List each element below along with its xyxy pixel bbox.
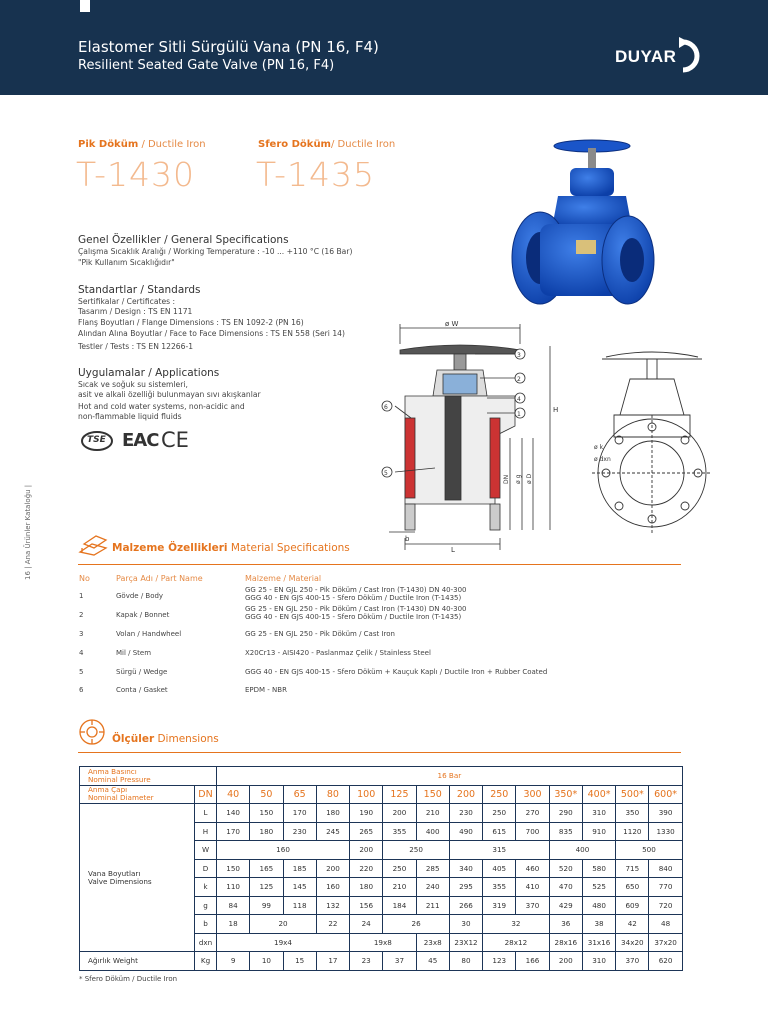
- cell: 310: [582, 804, 615, 823]
- dn-cell: 500*: [616, 785, 649, 804]
- cell: 10: [250, 952, 283, 971]
- material-part: Kapak / Bonnet: [116, 611, 170, 619]
- general-heading: Genel Özellikler / General Specifications: [78, 234, 289, 246]
- cell: 20: [250, 915, 317, 934]
- cell: 28x12: [483, 933, 550, 952]
- cell: 266: [449, 896, 482, 915]
- cell: 700: [516, 822, 549, 841]
- cell: 24: [350, 915, 383, 934]
- material-no: 5: [79, 668, 84, 676]
- table-row-dn: [80, 785, 683, 804]
- standards-line-3: Flanş Boyutları / Flange Dimensions : TS EN 1092-2 (PN 16): [78, 318, 304, 327]
- dn-cell: 400*: [582, 785, 615, 804]
- cell: 200: [316, 859, 349, 878]
- variant-2-mat-en: / Ductile Iron: [330, 139, 396, 150]
- dn-cell: 350*: [549, 785, 582, 804]
- weight-label: Ağırlık Weight: [80, 952, 195, 971]
- cell: 31x16: [582, 933, 615, 952]
- dimensions-heading-en: Dimensions: [157, 733, 219, 745]
- pressure-label-en: Nominal Pressure: [88, 774, 151, 784]
- side-label-text: 16 | Ana Ürünler Kataloğu |: [24, 484, 32, 580]
- row-label-g: g: [195, 896, 217, 915]
- col-part: Parça Adı / Part Name: [116, 574, 203, 583]
- materials-icon: [78, 530, 108, 556]
- material-no: 4: [79, 649, 84, 657]
- dim-label-k: ø k: [594, 444, 604, 451]
- dim-label-g: ø g: [515, 474, 522, 484]
- dn-cell: 125: [383, 785, 416, 804]
- dn-cell: 150: [416, 785, 449, 804]
- cell: 270: [516, 804, 549, 823]
- cell: 23x8: [416, 933, 449, 952]
- title-turkish: Elastomer Sitli Sürgülü Vana (PN 16, F4): [78, 38, 379, 56]
- material-part: Gövde / Body: [116, 592, 164, 600]
- row-label-b: b: [195, 915, 217, 934]
- dimensions-icon: [78, 718, 106, 746]
- material-value: GGG 40 - EN GJS 400-15 - Sfero Döküm / Ductile Iron (T-1435): [245, 594, 462, 602]
- variant-material-1: [78, 139, 206, 150]
- cell: 150: [250, 804, 283, 823]
- cell: 180: [316, 804, 349, 823]
- tse-logo: [80, 430, 114, 452]
- standards-line-5: Testler / Tests : TS EN 12266-1: [78, 342, 194, 351]
- cell: 265: [350, 822, 383, 841]
- dn-cell: 65: [283, 785, 316, 804]
- side-label: [24, 430, 38, 580]
- variant-material-2: [258, 139, 395, 150]
- material-value: GG 25 - EN GJL 250 - Pik Döküm / Cast Iron (T-1430) DN 40-300: [245, 605, 467, 613]
- cell: 150: [217, 859, 250, 878]
- cell: 400: [416, 822, 449, 841]
- cell: 19x8: [350, 933, 417, 952]
- table-row-l: [80, 804, 683, 823]
- cell: 650: [616, 878, 649, 897]
- cell: 580: [582, 859, 615, 878]
- material-value: GGG 40 - EN GJS 400-15 - Sfero Döküm / Ductile Iron (T-1435): [245, 613, 462, 621]
- dim-label-dxn: ø dxn: [594, 456, 611, 463]
- cell: 370: [616, 952, 649, 971]
- cell: 410: [516, 878, 549, 897]
- cell: 26: [383, 915, 450, 934]
- cell: 80: [449, 952, 482, 971]
- page-header: [0, 0, 768, 95]
- footnote: * Sfero Döküm / Ductile Iron: [79, 975, 178, 983]
- cell: 156: [350, 896, 383, 915]
- tse-text: TSE: [87, 435, 106, 445]
- dn-cell: 250: [483, 785, 516, 804]
- variant-code-1: T-1430: [76, 155, 196, 194]
- cell: 910: [582, 822, 615, 841]
- variant-code-2: T-1435: [256, 155, 376, 194]
- diameter-label-tr: Anma Çapı: [88, 785, 128, 795]
- row-label-h: H: [195, 822, 217, 841]
- cell: 720: [649, 896, 682, 915]
- variant-2-mat-tr: Sfero Döküm: [258, 139, 331, 150]
- cell: 210: [416, 804, 449, 823]
- row-label-d: D: [195, 859, 217, 878]
- cell: 99: [250, 896, 283, 915]
- cell: 140: [217, 804, 250, 823]
- dimensions-heading-tr: Ölçüler: [112, 733, 155, 745]
- cell: 1330: [649, 822, 682, 841]
- row-label-k: k: [195, 878, 217, 897]
- callout-3: 3: [517, 352, 521, 359]
- cell: 460: [516, 859, 549, 878]
- cell: 250: [383, 859, 416, 878]
- pressure-label: [80, 767, 217, 786]
- cell: 42: [616, 915, 649, 934]
- row-label-l: L: [195, 804, 217, 823]
- cell: 840: [649, 859, 682, 878]
- cell: 180: [250, 822, 283, 841]
- material-no: 2: [79, 611, 84, 619]
- cell: 36: [549, 915, 582, 934]
- cell: 405: [483, 859, 516, 878]
- cell: 37: [383, 952, 416, 971]
- diameter-label: [80, 785, 195, 804]
- material-part: Mil / Stem: [116, 649, 152, 657]
- material-value: EPDM - NBR: [245, 686, 287, 694]
- cell: 520: [549, 859, 582, 878]
- dim-label-b: b: [405, 535, 410, 543]
- logo-text: DUYAR: [615, 47, 677, 66]
- cell: 290: [549, 804, 582, 823]
- standards-line-2: Tasarım / Design : TS EN 1171: [78, 307, 193, 316]
- table-row-weight: [80, 952, 683, 971]
- material-no: 3: [79, 630, 84, 638]
- cell: 470: [549, 878, 582, 897]
- cell: 340: [449, 859, 482, 878]
- cell: 184: [383, 896, 416, 915]
- cell: 350: [616, 804, 649, 823]
- cell: 170: [217, 822, 250, 841]
- col-no: No: [79, 574, 90, 583]
- pressure-label-tr: Anma Basıncı: [88, 766, 137, 776]
- applications-line-2: asit ve alkali özelliği bulunmayan sıvı akışkanlar: [78, 390, 261, 399]
- logo-arrow-icon: [677, 36, 707, 76]
- cell: 48: [649, 915, 682, 934]
- cell: 390: [649, 804, 682, 823]
- cell: 190: [350, 804, 383, 823]
- cell: 355: [383, 822, 416, 841]
- cell: 9: [217, 952, 250, 971]
- cell: 180: [350, 878, 383, 897]
- material-no: 1: [79, 592, 84, 600]
- standards-line-4: Alından Alına Boyutlar / Face to Face Dimensions : TS EN 558 (Seri 14): [78, 329, 345, 338]
- table-row-pressure: [80, 767, 683, 786]
- group-label-tr: Vana Boyutları: [88, 868, 141, 878]
- diameter-label-en: Nominal Diameter: [88, 793, 154, 803]
- cell: 23: [350, 952, 383, 971]
- cell: 23X12: [449, 933, 482, 952]
- dn-cell: 80: [316, 785, 349, 804]
- cell: 240: [416, 878, 449, 897]
- variant-1-mat-tr: Pik Döküm: [78, 139, 139, 150]
- cell: 715: [616, 859, 649, 878]
- cell: 210: [383, 878, 416, 897]
- material-value: GG 25 - EN GJL 250 - Pik Döküm / Cast Iron (T-1430) DN 40-300: [245, 586, 467, 594]
- cell: 220: [350, 859, 383, 878]
- cell: 315: [449, 841, 549, 860]
- section-drawing: [375, 318, 575, 556]
- dn-cell: 600*: [649, 785, 682, 804]
- row-label-dxn: dxn: [195, 933, 217, 952]
- cell: 30: [449, 915, 482, 934]
- eac-logo: EAC: [122, 430, 159, 451]
- dn-cell: 200: [449, 785, 482, 804]
- cell: 400: [549, 841, 616, 860]
- dim-label-l: L: [451, 546, 455, 554]
- callout-4: 4: [517, 396, 521, 403]
- cell: 110: [217, 878, 250, 897]
- ce-logo: CE: [161, 428, 189, 452]
- cell: 250: [483, 804, 516, 823]
- cell: 84: [217, 896, 250, 915]
- applications-heading: Uygulamalar / Applications: [78, 367, 220, 379]
- cell: 132: [316, 896, 349, 915]
- material-part: Conta / Gasket: [116, 686, 168, 694]
- callout-5: 5: [384, 470, 388, 477]
- cell: 211: [416, 896, 449, 915]
- dimensions-table: [79, 766, 683, 971]
- callout-2: 2: [517, 376, 521, 383]
- dn-label: DN: [195, 785, 217, 804]
- valve-photo: [510, 138, 660, 308]
- cell: 319: [483, 896, 516, 915]
- dim-label-w: ø W: [445, 320, 459, 328]
- dim-label-dn: DN: [503, 474, 510, 484]
- cell: 615: [483, 822, 516, 841]
- callout-1: 1: [517, 411, 521, 418]
- materials-heading: [112, 542, 350, 554]
- dimensions-divider: [78, 752, 681, 753]
- cell: 165: [250, 859, 283, 878]
- header-tab-mark: [80, 0, 90, 12]
- cell: 38: [582, 915, 615, 934]
- general-line-2: "Pik Kullanım Sıcaklığıdır": [78, 258, 175, 267]
- applications-line-3: Hot and cold water systems, non-acidic and: [78, 402, 245, 411]
- cell: 770: [649, 878, 682, 897]
- cell: 250: [383, 841, 450, 860]
- material-part: Sürgü / Wedge: [116, 668, 168, 676]
- side-view-drawing: [592, 345, 712, 545]
- cell: 37x20: [649, 933, 682, 952]
- group-label-en: Valve Dimensions: [88, 876, 152, 886]
- cell: 185: [283, 859, 316, 878]
- materials-divider: [78, 564, 681, 565]
- cell: 28x16: [549, 933, 582, 952]
- cell: 34x20: [616, 933, 649, 952]
- cell: 22: [316, 915, 349, 934]
- cell: 145: [283, 878, 316, 897]
- cell: 18: [217, 915, 250, 934]
- cell: 480: [582, 896, 615, 915]
- cell: 160: [217, 841, 350, 860]
- variant-1-mat-en: / Ductile Iron: [141, 139, 206, 150]
- cell: 19x4: [217, 933, 350, 952]
- cell: 123: [483, 952, 516, 971]
- cell: 230: [283, 822, 316, 841]
- dn-cell: 50: [250, 785, 283, 804]
- material-value: GG 25 - EN GJL 250 - Pik Döküm / Cast Iron: [245, 630, 395, 638]
- dimensions-heading: [112, 733, 219, 745]
- cell: 17: [316, 952, 349, 971]
- cell: 355: [483, 878, 516, 897]
- applications-line-1: Sıcak ve soğuk su sistemleri,: [78, 380, 188, 389]
- standards-heading: Standartlar / Standards: [78, 284, 201, 296]
- standards-line-1: Sertifikalar / Certificates :: [78, 297, 176, 306]
- cell: 118: [283, 896, 316, 915]
- cell: 429: [549, 896, 582, 915]
- cell: 230: [449, 804, 482, 823]
- dn-cell: 40: [217, 785, 250, 804]
- dim-label-h: H: [553, 406, 559, 414]
- duyar-logo: [615, 36, 715, 76]
- cell: 310: [582, 952, 615, 971]
- cell: 835: [549, 822, 582, 841]
- materials-heading-tr: Malzeme Özellikleri: [112, 542, 228, 554]
- valve-dimensions-label: [80, 804, 195, 952]
- dn-cell: 300: [516, 785, 549, 804]
- dim-label-d: ø D: [526, 473, 533, 484]
- cell: 160: [316, 878, 349, 897]
- cell: 45: [416, 952, 449, 971]
- cell: 525: [582, 878, 615, 897]
- cell: 200: [350, 841, 383, 860]
- row-label-w: W: [195, 841, 217, 860]
- dn-cell: 100: [350, 785, 383, 804]
- weight-unit: Kg: [195, 952, 217, 971]
- applications-line-4: non-flammable liquid fluids: [78, 412, 182, 421]
- material-value: GGG 40 - EN GJS 400-15 - Sfero Döküm + Kauçuk Kaplı / Ductile Iron + Rubber Coated: [245, 668, 548, 676]
- cell: 500: [616, 841, 683, 860]
- cell: 370: [516, 896, 549, 915]
- cell: 295: [449, 878, 482, 897]
- callout-6: 6: [384, 404, 388, 411]
- col-material: Malzeme / Material: [245, 574, 322, 583]
- cell: 1120: [616, 822, 649, 841]
- general-line-1: Çalışma Sıcaklık Aralığı / Working Temperature : -10 ... +110 °C (16 Bar): [78, 247, 353, 256]
- cell: 125: [250, 878, 283, 897]
- cell: 166: [516, 952, 549, 971]
- cell: 620: [649, 952, 682, 971]
- cell: 32: [483, 915, 550, 934]
- title-english: Resilient Seated Gate Valve (PN 16, F4): [78, 58, 335, 73]
- cell: 245: [316, 822, 349, 841]
- material-value: X20Cr13 - AISI420 - Paslanmaz Çelik / Stainless Steel: [245, 649, 431, 657]
- cell: 609: [616, 896, 649, 915]
- materials-heading-en: Material Specifications: [230, 542, 350, 554]
- material-no: 6: [79, 686, 84, 694]
- cell: 15: [283, 952, 316, 971]
- cell: 200: [383, 804, 416, 823]
- material-part: Volan / Handwheel: [116, 630, 182, 638]
- cell: 490: [449, 822, 482, 841]
- cell: 200: [549, 952, 582, 971]
- pressure-value: 16 Bar: [217, 767, 683, 786]
- cell: 170: [283, 804, 316, 823]
- cell: 285: [416, 859, 449, 878]
